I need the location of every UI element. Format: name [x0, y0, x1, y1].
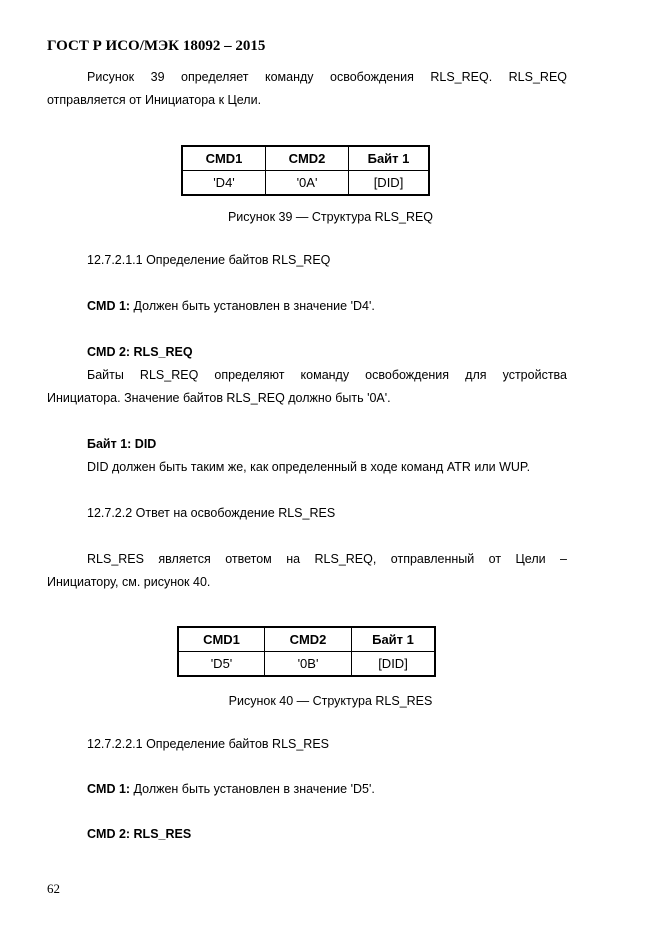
- field-label: CMD 1:: [87, 299, 131, 313]
- page-number: 62: [47, 881, 60, 896]
- byte1-text: DID должен быть таким же, как определенный в ходе команд ATR или WUP.: [87, 460, 531, 474]
- rls-res-structure-table: [177, 626, 436, 677]
- table-header-cell: Байт 1: [352, 627, 436, 652]
- field-label: CMD 1:: [87, 782, 131, 796]
- table-header-cell: CMD1: [182, 146, 266, 171]
- table-cell: 'D5': [178, 652, 265, 677]
- table-cell: 'D4': [182, 171, 266, 196]
- field-label: CMD 2: RLS_REQ: [87, 345, 193, 359]
- field-label: Байт 1: DID: [87, 437, 157, 451]
- paragraph-line: RLS_RES является ответом на RLS_REQ, отправленный от Цели –: [87, 552, 567, 566]
- cmd1-definition: [87, 782, 375, 796]
- field-text: Должен быть установлен в значение 'D4'.: [130, 299, 375, 313]
- figure-caption: Рисунок 40 — Структура RLS_RES: [228, 694, 433, 708]
- table-cell: [DID]: [352, 652, 436, 677]
- paragraph-rls-req-bytes: [47, 364, 567, 410]
- table-header-cell: CMD2: [266, 146, 349, 171]
- figure-caption: Рисунок 39 — Структура RLS_REQ: [227, 210, 434, 224]
- field-text: Должен быть установлен в значение 'D5'.: [130, 782, 375, 796]
- table-cell: [DID]: [349, 171, 430, 196]
- paragraph-line: отправляется от Инициатора к Цели.: [47, 93, 262, 107]
- paragraph-rls-req-intro: [47, 66, 567, 112]
- rls-req-structure-table: [181, 145, 430, 196]
- paragraph-rls-res-intro: [47, 548, 567, 594]
- paragraph-line: Рисунок 39 определяет команду освобождения RLS_REQ. RLS_REQ: [87, 70, 567, 84]
- paragraph-line: Байты RLS_REQ определяют команду освобождения для устройства: [87, 368, 567, 382]
- table-cell: '0A': [266, 171, 349, 196]
- section-heading: 12.7.2.2 Ответ на освобождение RLS_RES: [87, 506, 336, 520]
- paragraph-line: Инициатора. Значение байтов RLS_REQ должно быть '0A'.: [47, 391, 391, 405]
- table-header-cell: CMD1: [178, 627, 265, 652]
- document-header: ГОСТ Р ИСО/МЭК 18092 – 2015: [47, 38, 266, 54]
- table-header-cell: CMD2: [265, 627, 352, 652]
- section-heading: 12.7.2.2.1 Определение байтов RLS_RES: [87, 737, 330, 751]
- cmd1-definition: [87, 299, 375, 313]
- table-cell: '0B': [265, 652, 352, 677]
- cmd2-heading: [87, 827, 191, 841]
- cmd2-heading: [87, 345, 193, 359]
- byte1-heading: [87, 437, 156, 451]
- paragraph-line: Инициатору, см. рисунок 40.: [47, 575, 211, 589]
- table-header-cell: Байт 1: [349, 146, 430, 171]
- field-label: CMD 2: RLS_RES: [87, 827, 192, 841]
- section-heading: 12.7.2.1.1 Определение байтов RLS_REQ: [87, 253, 331, 267]
